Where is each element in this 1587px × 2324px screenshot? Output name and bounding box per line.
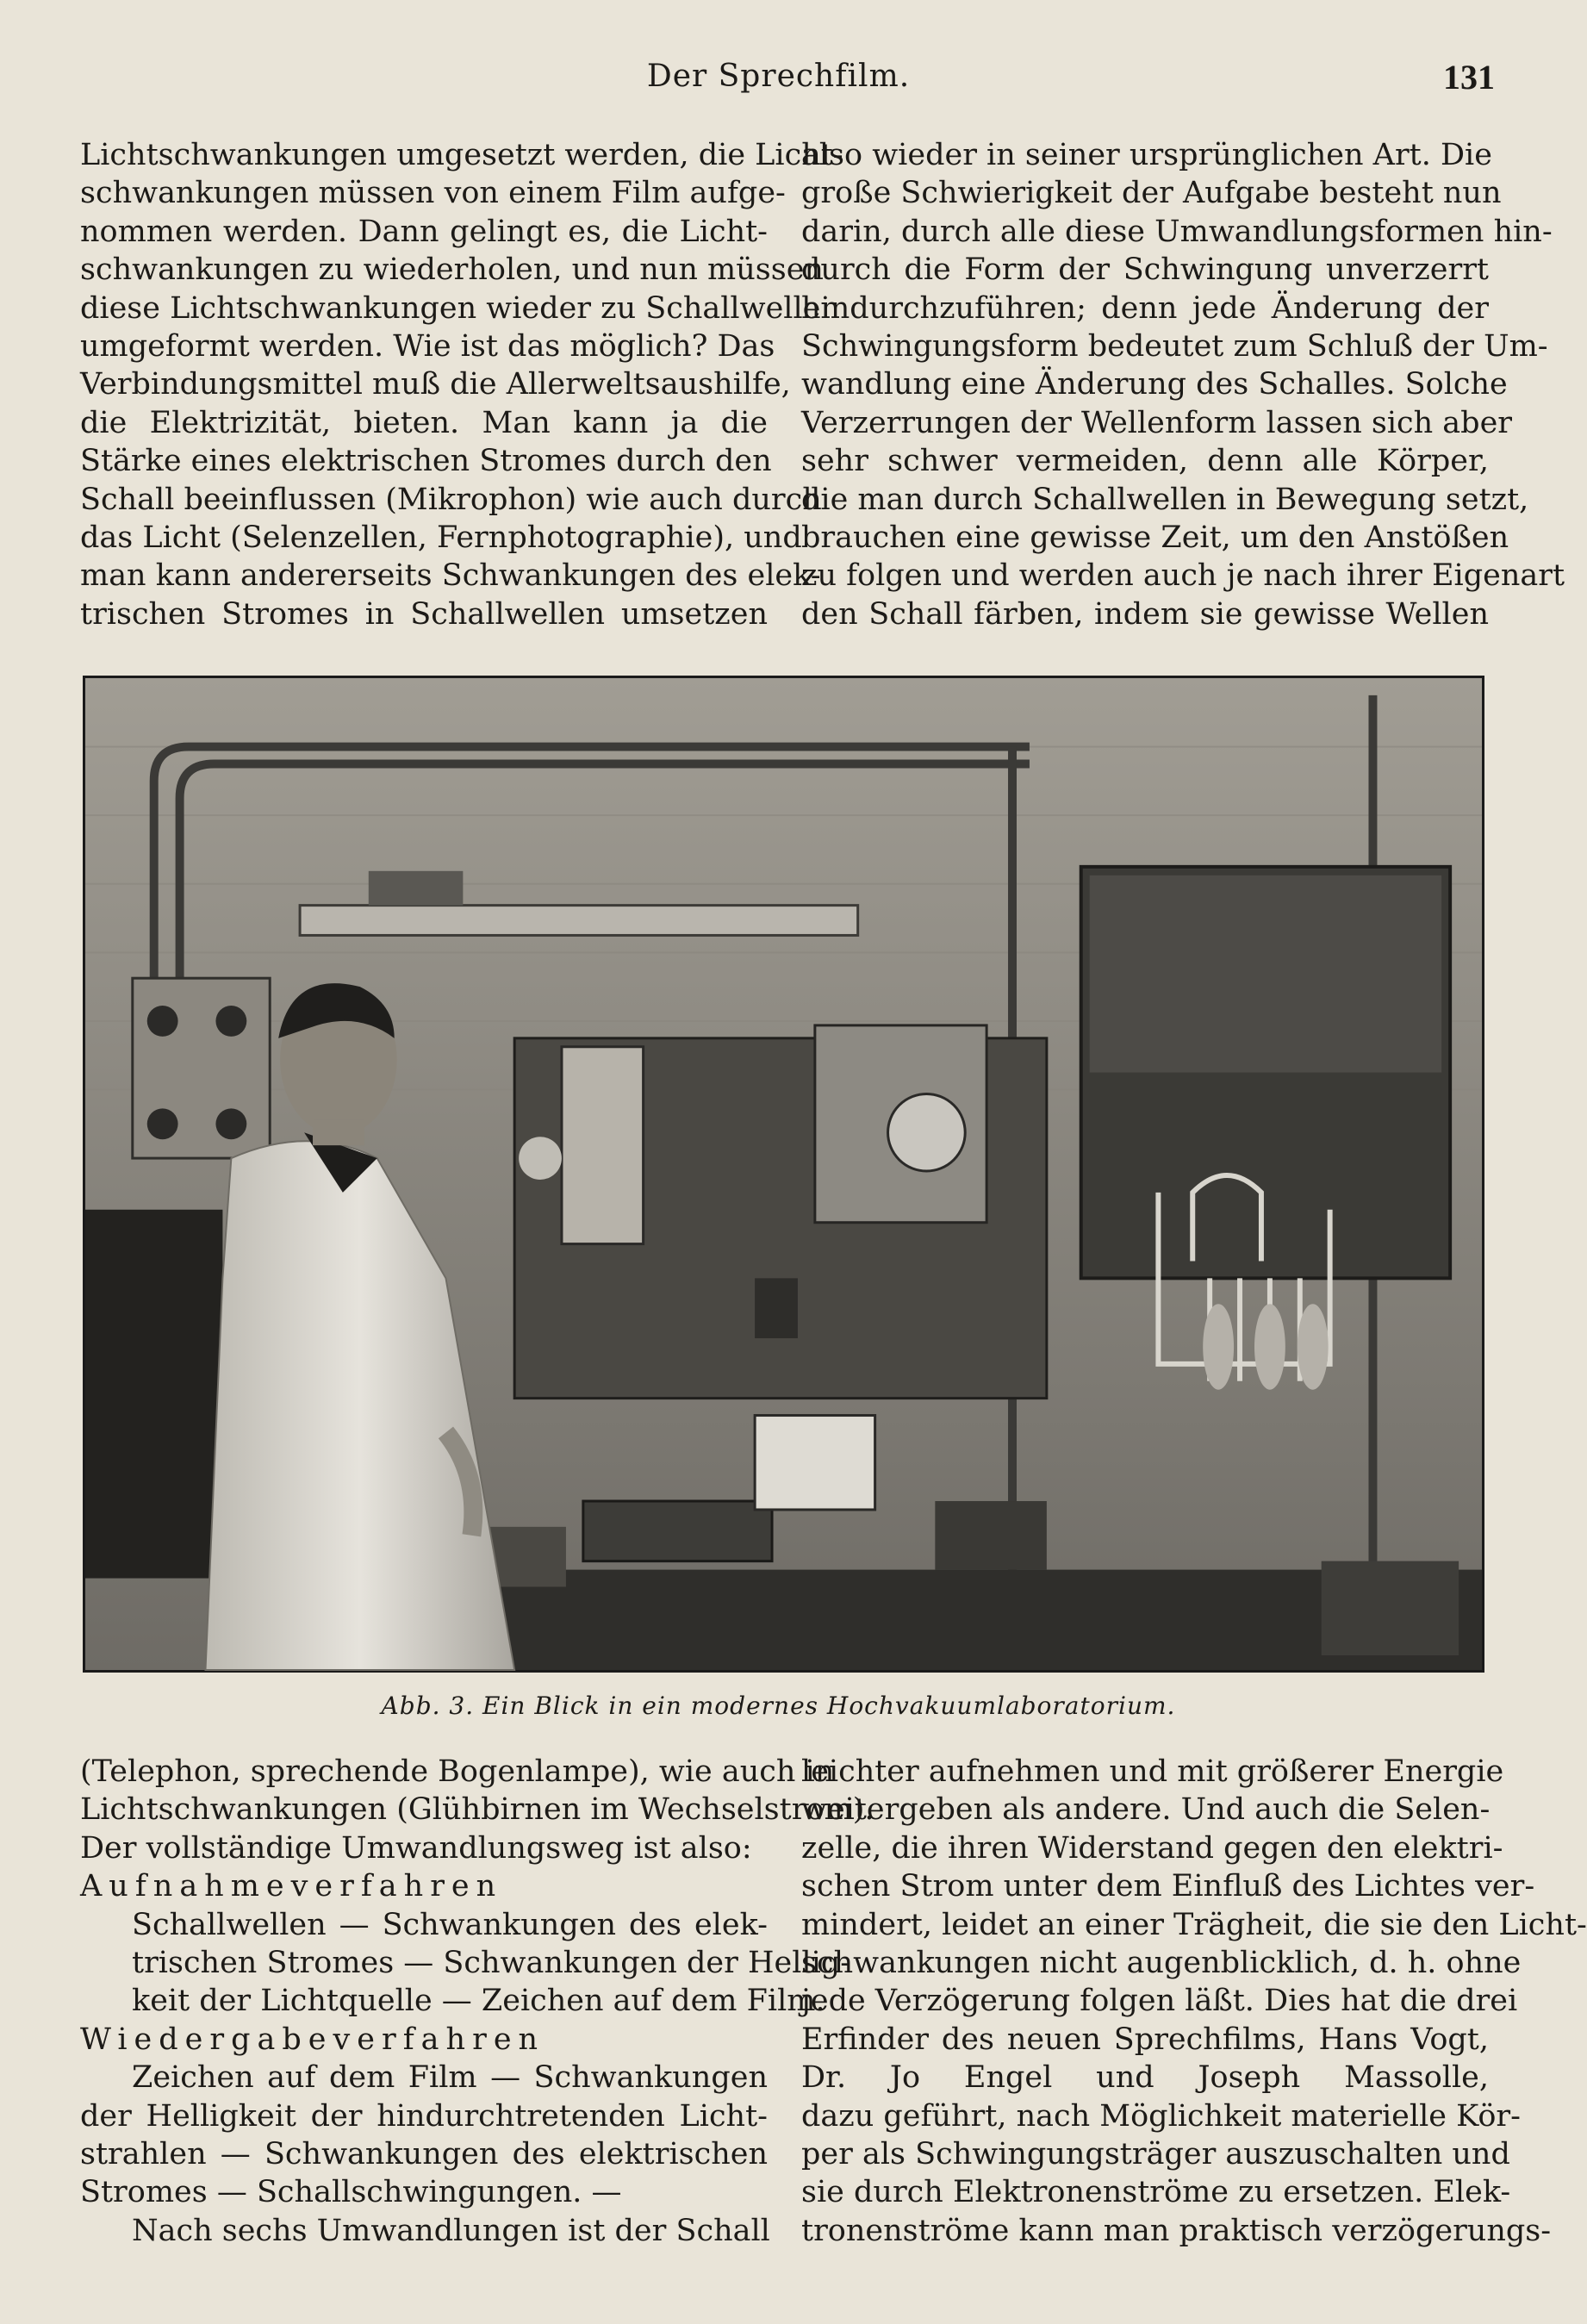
text-line: Verbindungsmittel muß die Allerweltsaushilfe, [80, 367, 791, 402]
text-line: leichter aufnehmen und mit größerer Energie [801, 1754, 1504, 1789]
text-line: Dr. Jo Engel und Joseph Massolle, [801, 2060, 1489, 2096]
text-line: durch die Form der Schwingung unverzerrt [801, 252, 1489, 288]
text-line: strahlen — Schwankungen des elektrischen [80, 2137, 768, 2172]
text-line: den Schall färben, indem sie gewisse Wellen [801, 596, 1489, 632]
laboratory-photograph [83, 676, 1484, 1673]
text-line: Zeichen auf dem Film — Schwankungen [132, 2060, 768, 2096]
text-line: sehr schwer vermeiden, denn alle Körper, [801, 444, 1489, 479]
text-line: jede Verzögerung folgen läßt. Dies hat die drei [801, 1984, 1518, 2019]
text-line: tronenströme kann man praktisch verzögerungs- [801, 2213, 1552, 2248]
text-line: große Schwierigkeit der Aufgabe besteht nun [801, 176, 1502, 211]
text-line: Schallwellen — Schwankungen des elek- [132, 1907, 768, 1942]
text-line: Lichtschwankungen (Glühbirnen im Wechselstrom). [80, 1792, 874, 1828]
section-heading-playback: Wiedergabeverfahren [80, 2022, 545, 2057]
text-column-top-right [801, 136, 1565, 633]
text-line: dazu geführt, nach Möglichkeit materielle Kör- [801, 2098, 1521, 2134]
text-line: der Helligkeit der hindurchtretenden Licht- [80, 2098, 768, 2134]
text-column-top-left [80, 136, 843, 633]
text-line: Nach sechs Umwandlungen ist der Schall [132, 2213, 770, 2248]
text-line: die Elektrizität, bieten. Man kann ja die [80, 405, 768, 440]
text-line: also wieder in seiner ursprünglichen Art. Die [801, 138, 1492, 172]
text-line: (Telephon, sprechende Bogenlampe), wie auch in [80, 1754, 835, 1789]
text-line: schwankungen zu wiederholen, und nun müssen [80, 252, 824, 288]
text-line: brauchen eine gewisse Zeit, um den Anstößen [801, 520, 1509, 556]
text-line: Stromes — Schallschwingungen. — [80, 2175, 622, 2210]
shelf-box [369, 871, 464, 906]
text-column-bottom-left [80, 1753, 874, 2250]
text-line: Lichtschwankungen umgesetzt werden, die Licht- [80, 138, 843, 172]
text-line: Schwingungsform bedeutet zum Schluß der Um- [801, 329, 1548, 364]
text-line: Schall beeinflussen (Mikrophon) wie auch durch [80, 482, 822, 517]
text-line: diese Lichtschwankungen wieder zu Schallwellen [80, 290, 840, 326]
text-line: nommen werden. Dann gelingt es, die Licht- [80, 214, 768, 249]
text-line: schwankungen nicht augenblicklich, d. h. ohne [801, 1946, 1522, 1981]
text-line: zu folgen und werden auch je nach ihrer Eigenart [801, 558, 1565, 594]
text-line: wandlung eine Änderung des Schalles. Solche [801, 367, 1508, 402]
text-line: das Licht (Selenzellen, Fernphotographie), und [80, 520, 802, 556]
text-line: Stärke eines elektrischen Stromes durch den [80, 444, 772, 479]
text-line: trischen Stromes in Schallwellen umsetzen [80, 596, 768, 632]
text-line: schwankungen müssen von einem Film aufge- [80, 176, 786, 211]
figure-caption: Abb. 3. Ein Blick in ein modernes Hochvakuumlaboratorium. [381, 1692, 1176, 1720]
text-line: Der vollständige Umwandlungsweg ist also: [80, 1830, 752, 1866]
text-line: Verzerrungen der Wellenform lassen sich aber [801, 405, 1513, 440]
text-line: Erfinder des neuen Sprechfilms, Hans Vogt, [801, 2022, 1489, 2057]
text-line: hindurchzuführen; denn jede Änderung der [801, 290, 1489, 326]
text-line: weitergeben als andere. Und auch die Selen- [801, 1792, 1491, 1828]
dark-cabinet [85, 1210, 222, 1579]
text-line: zelle, die ihren Widerstand gegen den elektri- [801, 1830, 1503, 1866]
section-heading-recording: Aufnahmeverfahren [80, 1869, 503, 1904]
wooden-shelf [300, 906, 858, 936]
text-line: per als Schwingungsträger auszuschalten und [801, 2137, 1510, 2172]
text-line: sie durch Elektronenströme zu ersetzen. Elek- [801, 2175, 1511, 2210]
text-line: trischen Stromes — Schwankungen der Hellig- [132, 1946, 851, 1981]
page-number: 131 [1443, 58, 1495, 97]
laboratory-photo-illustration [85, 678, 1482, 1670]
text-line: man kann andererseits Schwankungen des elek- [80, 558, 821, 594]
text-line: keit der Lichtquelle — Zeichen auf dem Film. [132, 1984, 825, 2019]
text-line: umgeformt werden. Wie ist das möglich? Das [80, 329, 775, 364]
running-title: Der Sprechfilm. [646, 59, 911, 94]
text-column-bottom-right [801, 1753, 1587, 2250]
text-line: mindert, leidet an einer Trägheit, die sie den Licht- [801, 1907, 1587, 1942]
text-line: darin, durch alle diese Umwandlungsformen hin- [801, 214, 1553, 249]
text-line: die man durch Schallwellen in Bewegung setzt, [801, 482, 1529, 517]
meter-box [755, 1416, 874, 1510]
text-line: schen Strom unter dem Einfluß des Lichtes ver- [801, 1869, 1535, 1904]
